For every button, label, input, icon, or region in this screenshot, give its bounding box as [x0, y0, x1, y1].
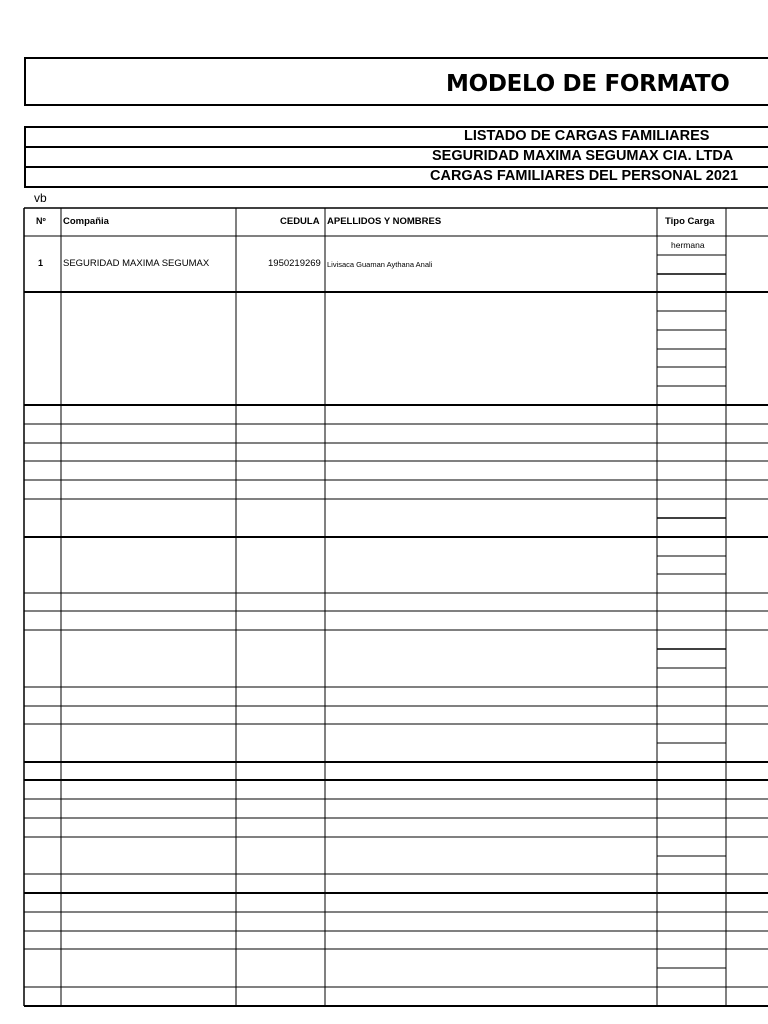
header-line-1: LISTADO DE CARGAS FAMILIARES — [464, 128, 710, 144]
header-line-3: CARGAS FAMILIARES DEL PERSONAL 2021 — [430, 168, 739, 184]
row-1-num: 1 — [38, 258, 44, 268]
header-names: APELLIDOS Y NOMBRES — [327, 216, 442, 227]
row-1-names: Livisaca Guaman Aythana Anali — [327, 260, 433, 269]
vb-marker: vb — [34, 191, 47, 205]
header-type: Tipo Carga — [665, 216, 715, 227]
header-num: Nº — [36, 216, 46, 226]
main-title: MODELO DE FORMATO — [446, 71, 730, 97]
row-1-cedula: 1950219269 — [268, 258, 321, 269]
header-line-2: SEGURIDAD MAXIMA SEGUMAX CIA. LTDA — [432, 148, 734, 164]
row-1-company: SEGURIDAD MAXIMA SEGUMAX — [63, 258, 210, 269]
row-1-type: hermana — [671, 240, 705, 250]
header-company: Compañia — [63, 216, 109, 227]
header-cedula: CEDULA — [280, 216, 320, 227]
